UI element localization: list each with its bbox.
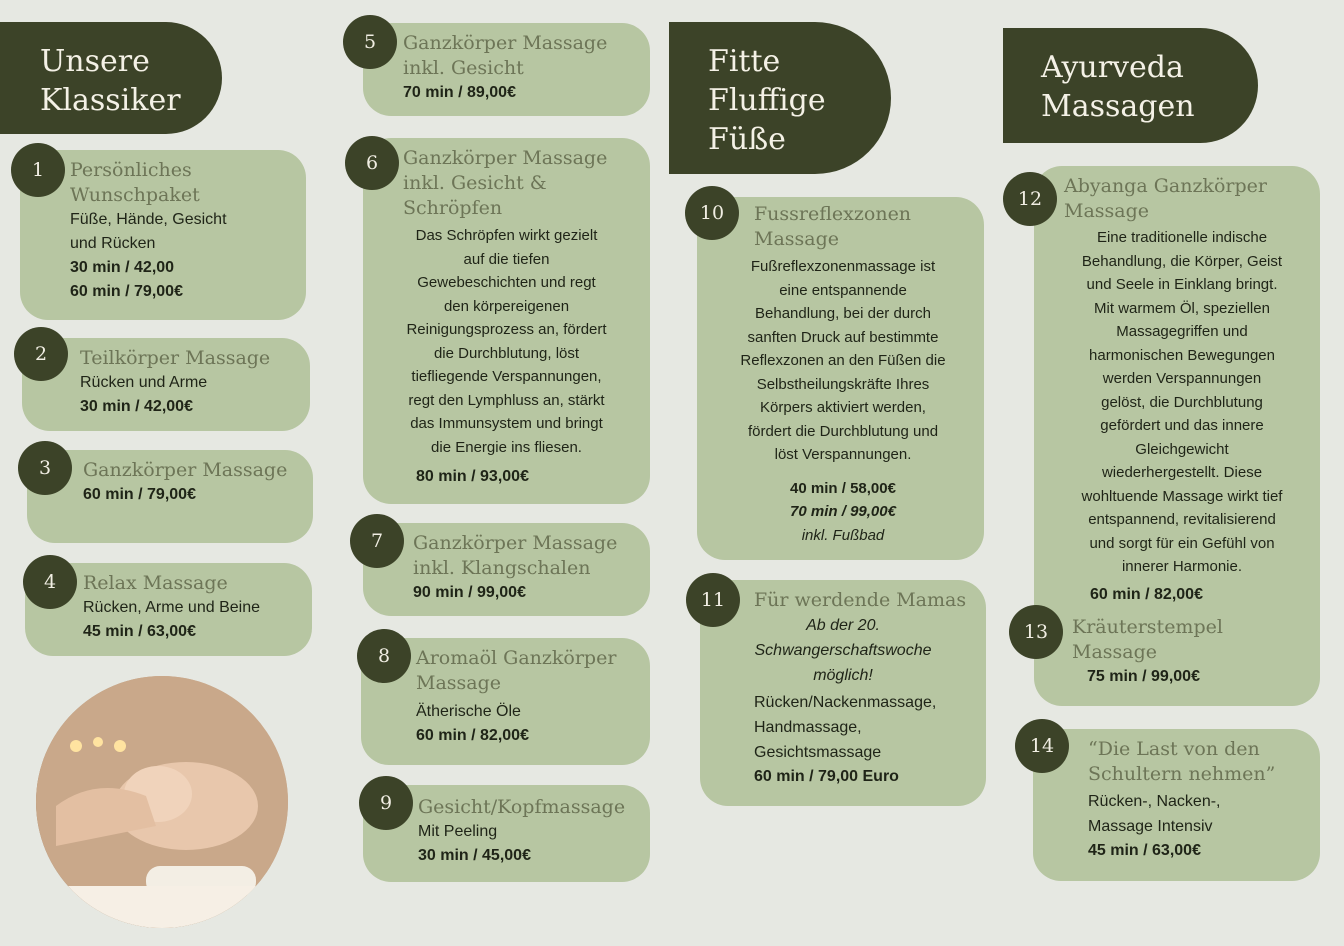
card-title: [754, 202, 984, 252]
card-title: [403, 146, 650, 221]
card-14: [1033, 729, 1320, 881]
header-unsere-klassiker: [0, 22, 222, 134]
title-line: Schultern nehmen”: [1088, 763, 1276, 785]
card-desc: Gleichgewicht: [1135, 440, 1229, 458]
card-desc: Füße, Hände, Gesicht: [70, 211, 227, 228]
header-line: Ayurveda: [1041, 50, 1184, 85]
card-desc: die Durchblutung, löst: [433, 344, 580, 362]
card-desc: harmonischen Bewegungen: [1089, 346, 1275, 364]
title-line: Für werdende Mamas: [754, 589, 967, 611]
card-price: 90 min / 99,00€: [413, 584, 526, 601]
card-desc: Rücken/Nackenmassage,: [754, 694, 937, 711]
card-desc: und Rücken: [70, 235, 156, 252]
card-desc: gefördert und das innere: [1100, 417, 1264, 434]
badge-8: 8: [357, 629, 411, 683]
badge-7: 7: [350, 514, 404, 568]
card-desc: regt den Lymphluss an, stärkt: [408, 391, 605, 409]
card-price: 60 min / 82,00€: [1090, 585, 1203, 603]
title-line: Persönliches: [70, 159, 192, 181]
card-price: 75 min / 99,00€: [1087, 667, 1200, 685]
card-italic: Schwangerschaftswoche: [754, 642, 932, 659]
card-desc: Eine traditionelle indische: [1096, 229, 1268, 246]
badge-6: 6: [345, 136, 399, 190]
card-desc: werden Verspannungen: [1102, 370, 1262, 387]
card-desc: fördert die Durchblutung und: [747, 422, 939, 440]
card-title: [413, 531, 650, 581]
card-12: [1034, 166, 1320, 706]
card-desc: den körpereigenen: [443, 297, 570, 315]
card-desc: und sorgt für ein Gefühl von: [1089, 534, 1275, 552]
title-line: Gesicht/Kopfmassage: [418, 796, 626, 818]
title-line: Massage: [416, 672, 502, 694]
card-title: [754, 588, 986, 613]
card-title: [70, 158, 306, 208]
card-price: 80 min / 93,00€: [416, 468, 529, 485]
title-line: Aromaöl Ganzkörper: [416, 647, 617, 669]
card-desc: sanften Druck auf bestimmte: [747, 328, 939, 346]
card-5: [363, 23, 650, 116]
card-desc: Reflexzonen an den Füßen die: [740, 352, 946, 369]
card-desc: Rücken und Arme: [80, 374, 208, 391]
badge-4: 4: [23, 555, 77, 609]
card-title: [80, 346, 310, 371]
header-line: Fluffige: [708, 83, 826, 118]
title-line: Ganzkörper Massage: [83, 459, 288, 481]
title-line: Massage: [754, 228, 840, 250]
badge-2: 2: [14, 327, 68, 381]
card-title: [83, 571, 312, 596]
badge-10: 10: [685, 186, 739, 240]
card-desc: Behandlung, die Körper, Geist: [1081, 252, 1283, 270]
title-line: inkl. Klangschalen: [413, 557, 591, 579]
card-desc: Behandlung, bei der durch: [755, 305, 931, 322]
title-line: Kräuterstempel: [1072, 615, 1223, 638]
card-price: 60 min / 82,00€: [416, 727, 529, 744]
header-line: Massagen: [1041, 89, 1195, 124]
massage-photo-illustration: [36, 676, 288, 928]
title-line: Teilkörper Massage: [80, 347, 271, 369]
card-desc-block: [363, 224, 650, 459]
massage-photo: [36, 676, 288, 928]
title-line: Ganzkörper Massage: [413, 532, 618, 554]
card-title: [416, 646, 650, 696]
card-desc-block: [1034, 226, 1330, 579]
card-13-content: [1072, 615, 1320, 689]
card-desc: Reinigungsprozess an, fördert: [406, 321, 607, 338]
card-title: [1064, 174, 1320, 224]
card-title: [1072, 615, 1320, 665]
card-11: [700, 580, 986, 806]
badge-12: 12: [1003, 172, 1057, 226]
title-line: Abyanga Ganzkörper: [1064, 175, 1267, 197]
badge-3: 3: [18, 441, 72, 495]
card-price: 70 min / 89,00€: [403, 84, 516, 101]
badge-5: 5: [343, 15, 397, 69]
header-line: Fitte: [708, 44, 781, 79]
card-desc: wiederhergestellt. Diese: [1101, 464, 1263, 481]
card-desc: eine entspannende: [779, 281, 907, 299]
title-line: inkl. Gesicht: [403, 57, 524, 79]
card-desc: auf die tiefen: [463, 250, 550, 268]
title-line: Ganzkörper Massage: [403, 32, 608, 54]
card-italic-block: [700, 613, 986, 688]
card-price: 45 min / 63,00€: [1088, 842, 1201, 859]
card-desc: Massagegriffen und: [1116, 323, 1248, 340]
card-price: 30 min / 45,00€: [418, 847, 531, 864]
card-note: inkl. Fußbad: [801, 526, 885, 544]
card-10: [697, 197, 984, 560]
header-line: Unsere: [40, 44, 150, 79]
card-desc: die Energie ins fliesen.: [431, 438, 582, 456]
card-desc: gelöst, die Durchblutung: [1101, 393, 1263, 411]
card-6: [363, 138, 650, 504]
card-price: 30 min / 42,00: [70, 259, 175, 276]
card-desc: wohltuende Massage wirkt tief: [1081, 487, 1283, 505]
title-line: inkl. Gesicht &: [403, 172, 547, 194]
header-fitte-fluffige-fuesse: [669, 22, 891, 174]
card-price: 60 min / 79,00€: [70, 283, 183, 300]
card-desc: Gewebeschichten und regt: [417, 274, 596, 291]
card-desc: Fußreflexzonenmassage ist: [750, 258, 936, 275]
card-7: [363, 523, 650, 616]
card-desc: und Seele in Einklang bringt.: [1086, 276, 1278, 293]
card-title: [403, 31, 650, 81]
card-title: [1088, 737, 1320, 787]
header-line: Klassiker: [40, 83, 181, 118]
card-desc: entspannend, revitalisierend: [1088, 511, 1276, 528]
title-line: Schröpfen: [403, 197, 503, 219]
badge-14: 14: [1015, 719, 1069, 773]
card-desc: Rücken, Arme und Beine: [83, 599, 260, 616]
card-price: 60 min / 79,00€: [83, 486, 196, 503]
card-desc: Mit warmem Öl, speziellen: [1094, 299, 1270, 317]
card-desc: Ätherische Öle: [416, 703, 521, 720]
card-desc: Gesichtsmassage: [754, 744, 882, 761]
card-desc: Das Schröpfen wirkt gezielt: [415, 227, 598, 244]
card-desc: Mit Peeling: [418, 823, 498, 840]
card-desc: löst Verspannungen.: [774, 446, 912, 463]
card-price: 70 min / 99,00€: [790, 503, 896, 520]
card-price: 30 min / 42,00€: [80, 398, 193, 415]
card-desc: Massage Intensiv: [1088, 818, 1213, 835]
card-title: [83, 458, 313, 483]
card-desc: das Immunsystem und bringt: [410, 415, 603, 432]
card-desc: Selbstheilungskräfte Ihres: [756, 375, 930, 393]
title-line: Massage: [1072, 640, 1158, 663]
title-line: Fussreflexzonen: [754, 203, 912, 225]
card-italic: Ab der 20.: [806, 617, 880, 634]
badge-9: 9: [359, 776, 413, 830]
badge-13: 13: [1009, 605, 1063, 659]
card-desc: Körpers aktiviert werden,: [760, 399, 926, 416]
card-desc: Rücken-, Nacken-,: [1088, 793, 1221, 810]
card-price: 45 min / 63,00€: [83, 623, 196, 640]
card-price: 60 min / 79,00 Euro: [754, 768, 899, 785]
card-desc: innerer Harmonie.: [1121, 558, 1243, 575]
header-line: Füße: [708, 122, 786, 157]
title-line: Relax Massage: [83, 572, 228, 594]
card-desc: Handmassage,: [754, 719, 862, 736]
card-italic: möglich!: [813, 667, 873, 684]
card-desc: tiefliegende Verspannungen,: [411, 368, 602, 385]
card-desc-block: [697, 255, 989, 547]
title-line: Massage: [1064, 200, 1150, 222]
header-ayurveda-massagen: [1003, 28, 1258, 143]
title-line: “Die Last von den: [1088, 738, 1260, 760]
title-line: Ganzkörper Massage: [403, 147, 608, 169]
card-title: [418, 795, 650, 820]
card-price: 40 min / 58,00€: [790, 479, 896, 497]
badge-1: 1: [11, 143, 65, 197]
badge-11: 11: [686, 573, 740, 627]
title-line: Wunschpaket: [70, 184, 200, 206]
